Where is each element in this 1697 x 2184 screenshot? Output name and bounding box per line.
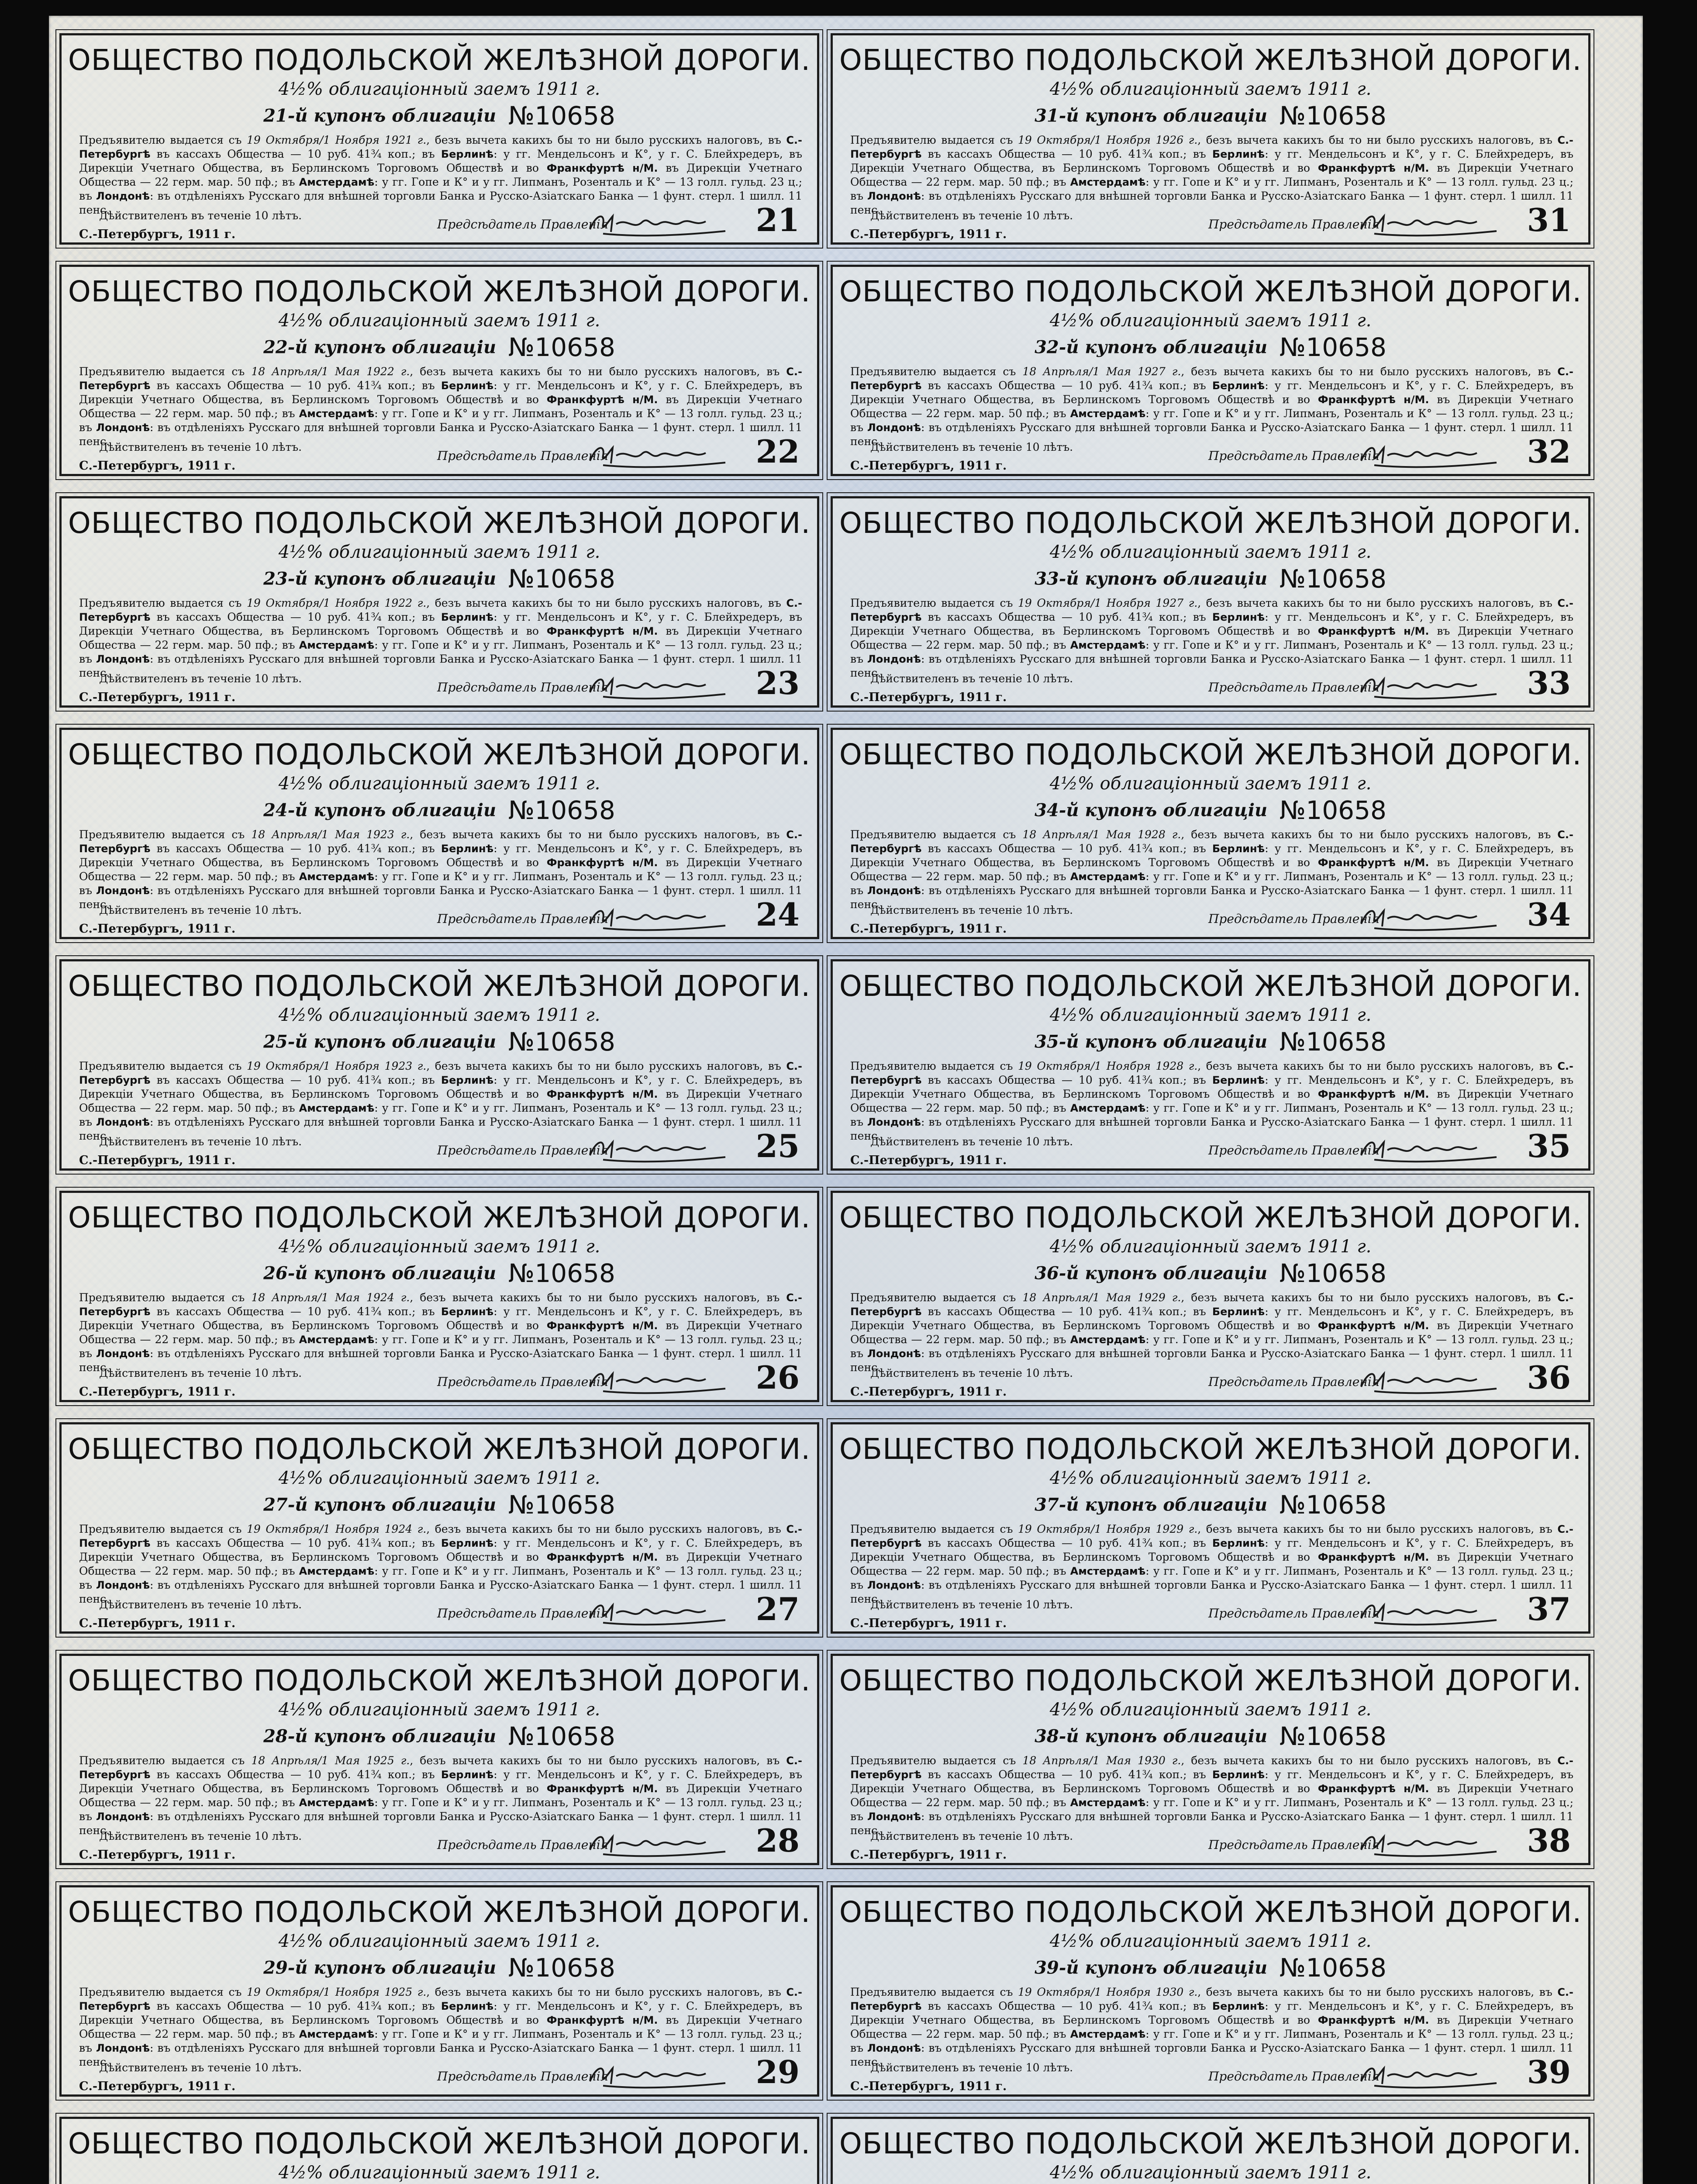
coupon-number: 34 xyxy=(1527,896,1571,933)
signature xyxy=(1357,901,1501,934)
loan-title: 4½% облигаціонный заемъ 1911 г. xyxy=(1049,311,1372,331)
chairman-label: Предсѣдатель Правленія xyxy=(1208,2069,1380,2084)
validity-text: Дѣйствителенъ въ теченіе 10 лѣтъ. xyxy=(99,1135,302,1148)
coupon-number: 38 xyxy=(1527,1822,1571,1859)
coupon-number: 25 xyxy=(755,1127,800,1165)
coupon-number: 35 xyxy=(1527,1127,1571,1165)
chairman-label: Предсѣдатель Правленія xyxy=(1208,217,1380,232)
chairman-label: Предсѣдатель Правленія xyxy=(437,1143,609,1158)
coupon xyxy=(59,1885,819,2097)
city-year: С.-Петербургъ, 1911 г. xyxy=(850,1848,1007,1862)
loan-title: 4½% облигаціонный заемъ 1911 г. xyxy=(278,79,600,99)
city-year: С.-Петербургъ, 1911 г. xyxy=(79,1385,236,1399)
loan-title: 4½% облигаціонный заемъ 1911 г. xyxy=(1049,542,1372,562)
company-name: ОБЩЕСТВО ПОДОЛЬСКОЙ ЖЕЛѢЗНОЙ ДОРОГИ. xyxy=(839,275,1582,308)
validity-text: Дѣйствителенъ въ теченіе 10 лѣтъ. xyxy=(870,441,1073,453)
bond-number: №10658 xyxy=(508,1953,615,1983)
validity-text: Дѣйствителенъ въ теченіе 10 лѣтъ. xyxy=(99,441,302,453)
coupon-number: 21 xyxy=(755,201,800,238)
coupon xyxy=(59,728,819,939)
coupon-text: Предъявителю выдается съ 19 Октября/1 Ноября 1929 г., безъ вычета какихъ бы то ни было русскихъ налоговъ, въ С.-Петербургѣ въ кассахъ Общества — 10 руб. 41¾ коп.; въ Берлинѣ: у гг. Мендельсонъ и К°, у г. С. Блейхредеръ, въ Дирекціи Учетнаго Общества, въ Берлинскомъ Торговомъ Обществѣ и во Франкфуртѣ н/М. въ Дирекціи Учетнаго Общества — 22 герм. мар. 50 пф.; въ Амстердамѣ: у гг. Гопе и К° и у гг. Липманъ, Розенталь и К° — 13 голл. гульд. 23 ц.; въ Лондонѣ: въ отдѣленіяхъ Русскаго для внѣшней торговли Банка и Русско-Азіатскаго Банка — 1 фунт. стерл. 1 шилл. 11 пенс. xyxy=(850,1523,1574,1605)
coupon-text: Предъявителю выдается съ 19 Октября/1 Ноября 1922 г., безъ вычета какихъ бы то ни было русскихъ налоговъ, въ С.-Петербургѣ въ кассахъ Общества — 10 руб. 41¾ коп.; въ Берлинѣ: у гг. Мендельсонъ и К°, у г. С. Блейхредеръ, въ Дирекціи Учетнаго Общества, въ Берлинскомъ Торговомъ Обществѣ и во Франкфуртѣ н/М. въ Дирекціи Учетнаго Общества — 22 герм. мар. 50 пф.; въ Амстердамѣ: у гг. Гопе и К° и у гг. Липманъ, Розенталь и К° — 13 голл. гульд. 23 ц.; въ Лондонѣ: въ отдѣленіяхъ Русскаго для внѣшней торговли Банка и Русско-Азіатскаго Банка — 1 фунт. стерл. 1 шилл. 11 пенс. xyxy=(79,597,803,679)
coupon-number: 29 xyxy=(755,2053,800,2091)
city-year: С.-Петербургъ, 1911 г. xyxy=(79,1848,236,1862)
bond-number: №10658 xyxy=(1280,1953,1387,1983)
loan-title: 4½% облигаціонный заемъ 1911 г. xyxy=(278,1237,600,1257)
loan-title: 4½% облигаціонный заемъ 1911 г. xyxy=(278,2163,600,2183)
chairman-label: Предсѣдатель Правленія xyxy=(437,912,609,926)
city-year: С.-Петербургъ, 1911 г. xyxy=(79,2080,236,2093)
coupon-date: 18 Апрѣля/1 Мая 1929 г. xyxy=(1022,1291,1181,1304)
chairman-label: Предсѣдатель Правленія xyxy=(1208,1606,1380,1621)
validity-text: Дѣйствителенъ въ теченіе 10 лѣтъ. xyxy=(870,1830,1073,1842)
bond-number: №10658 xyxy=(1280,1258,1387,1288)
signature xyxy=(1357,1596,1501,1629)
coupon-title: 26-й купонъ облигаціи xyxy=(263,1263,497,1284)
signature xyxy=(1357,1364,1501,1397)
coupon-title: 39-й купонъ облигаціи xyxy=(1035,1957,1268,1978)
coupon-title: 25-й купонъ облигаціи xyxy=(263,1031,497,1052)
coupon-text: Предъявителю выдается съ 19 Октября/1 Ноября 1923 г., безъ вычета какихъ бы то ни было русскихъ налоговъ, въ С.-Петербургѣ въ кассахъ Общества — 10 руб. 41¾ коп.; въ Берлинѣ: у гг. Мендельсонъ и К°, у г. С. Блейхредеръ, въ Дирекціи Учетнаго Общества, въ Берлинскомъ Торговомъ Обществѣ и во Франкфуртѣ н/М. въ Дирекціи Учетнаго Общества — 22 герм. мар. 50 пф.; въ Амстердамѣ: у гг. Гопе и К° и у гг. Липманъ, Розенталь и К° — 13 голл. гульд. 23 ц.; въ Лондонѣ: въ отдѣленіяхъ Русскаго для внѣшней торговли Банка и Русско-Азіатскаго Банка — 1 фунт. стерл. 1 шилл. 11 пенс. xyxy=(79,1060,803,1142)
chairman-label: Предсѣдатель Правленія xyxy=(1208,912,1380,926)
bond-number: №10658 xyxy=(1280,332,1387,362)
chairman-label: Предсѣдатель Правленія xyxy=(437,680,609,695)
coupon-date: 19 Октября/1 Ноября 1921 г. xyxy=(246,134,427,146)
validity-text: Дѣйствителенъ въ теченіе 10 лѣтъ. xyxy=(99,1598,302,1611)
bond-number: №10658 xyxy=(508,101,615,131)
signature xyxy=(586,901,730,934)
validity-text: Дѣйствителенъ въ теченіе 10 лѣтъ. xyxy=(99,1367,302,1379)
coupon-title: 23-й купонъ облигаціи xyxy=(263,568,497,589)
signature xyxy=(1357,2059,1501,2092)
chairman-label: Предсѣдатель Правленія xyxy=(1208,680,1380,695)
company-name: ОБЩЕСТВО ПОДОЛЬСКОЙ ЖЕЛѢЗНОЙ ДОРОГИ. xyxy=(839,506,1582,540)
loan-title: 4½% облигаціонный заемъ 1911 г. xyxy=(1049,1005,1372,1025)
company-name: ОБЩЕСТВО ПОДОЛЬСКОЙ ЖЕЛѢЗНОЙ ДОРОГИ. xyxy=(839,738,1582,771)
city-year: С.-Петербургъ, 1911 г. xyxy=(79,459,236,473)
coupon-title: 29-й купонъ облигаціи xyxy=(263,1957,497,1978)
coupon-date: 19 Октября/1 Ноября 1922 г. xyxy=(246,597,427,609)
coupon-text: Предъявителю выдается съ 18 Апрѣля/1 Мая 1930 г., безъ вычета какихъ бы то ни было русскихъ налоговъ, въ С.-Петербургѣ въ кассахъ Общества — 10 руб. 41¾ коп.; въ Берлинѣ: у гг. Мендельсонъ и К°, у г. С. Блейхредеръ, въ Дирекціи Учетнаго Общества, въ Берлинскомъ Торговомъ Обществѣ и во Франкфуртѣ н/М. въ Дирекціи Учетнаго Общества — 22 герм. мар. 50 пф.; въ Амстердамѣ: у гг. Гопе и К° и у гг. Липманъ, Розенталь и К° — 13 голл. гульд. 23 ц.; въ Лондонѣ: въ отдѣленіяхъ Русскаго для внѣшней торговли Банка и Русско-Азіатскаго Банка — 1 фунт. стерл. 1 шилл. 11 пенс. xyxy=(850,1754,1573,1837)
coupon-date: 19 Октября/1 Ноября 1927 г. xyxy=(1018,597,1198,609)
chairman-label: Предсѣдатель Правленія xyxy=(437,1375,609,1389)
bond-number: №10658 xyxy=(1280,1027,1387,1057)
coupon-title: 35-й купонъ облигаціи xyxy=(1035,1031,1268,1052)
signature xyxy=(586,1133,730,1166)
company-name: ОБЩЕСТВО ПОДОЛЬСКОЙ ЖЕЛѢЗНОЙ ДОРОГИ. xyxy=(68,506,811,540)
signature xyxy=(1357,438,1501,471)
company-name: ОБЩЕСТВО ПОДОЛЬСКОЙ ЖЕЛѢЗНОЙ ДОРОГИ. xyxy=(68,1664,811,1697)
chairman-label: Предсѣдатель Правленія xyxy=(1208,1143,1380,1158)
coupon xyxy=(831,1885,1590,2097)
coupon-number: 32 xyxy=(1527,433,1571,470)
coupon-title: 21-й купонъ облигаціи xyxy=(263,105,497,126)
coupon-text: Предъявителю выдается съ 19 Октября/1 Ноября 1921 г., безъ вычета какихъ бы то ни было русскихъ налоговъ, въ С.-Петербургѣ въ кассахъ Общества — 10 руб. 41¾ коп.; въ Берлинѣ: у гг. Мендельсонъ и К°, у г. С. Блейхредеръ, въ Дирекціи Учетнаго Общества, въ Берлинскомъ Торговомъ Обществѣ и во Франкфуртѣ н/М. въ Дирекціи Учетнаго Общества — 22 герм. мар. 50 пф.; въ Амстердамѣ: у гг. Гопе и К° и у гг. Липманъ, Розенталь и К° — 13 голл. гульд. 23 ц.; въ Лондонѣ: въ отдѣленіяхъ Русскаго для внѣшней торговли Банка и Русско-Азіатскаго Банка — 1 фунт. стерл. 1 шилл. 11 пенс. xyxy=(79,134,803,216)
bond-number: №10658 xyxy=(1280,101,1387,131)
company-name: ОБЩЕСТВО ПОДОЛЬСКОЙ ЖЕЛѢЗНОЙ ДОРОГИ. xyxy=(839,43,1582,77)
coupon-title: 24-й купонъ облигаціи xyxy=(263,800,497,821)
validity-text: Дѣйствителенъ въ теченіе 10 лѣтъ. xyxy=(870,1135,1073,1148)
coupon-title: 22-й купонъ облигаціи xyxy=(263,337,497,358)
company-name: ОБЩЕСТВО ПОДОЛЬСКОЙ ЖЕЛѢЗНОЙ ДОРОГИ. xyxy=(68,43,811,77)
city-year: С.-Петербургъ, 1911 г. xyxy=(850,459,1007,473)
validity-text: Дѣйствителенъ въ теченіе 10 лѣтъ. xyxy=(870,672,1073,685)
company-name: ОБЩЕСТВО ПОДОЛЬСКОЙ ЖЕЛѢЗНОЙ ДОРОГИ. xyxy=(68,1895,811,1929)
chairman-label: Предсѣдатель Правленія xyxy=(437,1606,609,1621)
validity-text: Дѣйствителенъ въ теченіе 10 лѣтъ. xyxy=(99,2061,302,2074)
bond-number: №10658 xyxy=(508,1027,615,1057)
city-year: С.-Петербургъ, 1911 г. xyxy=(850,922,1007,936)
coupon-title: 38-й купонъ облигаціи xyxy=(1035,1726,1268,1747)
signature xyxy=(586,1596,730,1629)
bond-number: №10658 xyxy=(1280,1721,1387,1751)
coupon-date: 18 Апрѣля/1 Мая 1922 г. xyxy=(251,365,410,378)
company-name: ОБЩЕСТВО ПОДОЛЬСКОЙ ЖЕЛѢЗНОЙ ДОРОГИ. xyxy=(839,1201,1582,1234)
signature xyxy=(586,438,730,471)
coupon xyxy=(831,959,1590,1171)
coupon-text: Предъявителю выдается съ 19 Октября/1 Ноября 1930 г., безъ вычета какихъ бы то ни было русскихъ налоговъ, въ С.-Петербургѣ въ кассахъ Общества — 10 руб. 41¾ коп.; въ Берлинѣ: у гг. Мендельсонъ и К°, у г. С. Блейхредеръ, въ Дирекціи Учетнаго Общества, въ Берлинскомъ Торговомъ Обществѣ и во Франкфуртѣ н/М. въ Дирекціи Учетнаго Общества — 22 герм. мар. 50 пф.; въ Амстердамѣ: у гг. Гопе и К° и у гг. Липманъ, Розенталь и К° — 13 голл. гульд. 23 ц.; въ Лондонѣ: въ отдѣленіяхъ Русскаго для внѣшней торговли Банка и Русско-Азіатскаго Банка — 1 фунт. стерл. 1 шилл. 11 пенс. xyxy=(850,1986,1574,2068)
loan-title: 4½% облигаціонный заемъ 1911 г. xyxy=(278,311,600,331)
coupon-title: 31-й купонъ облигаціи xyxy=(1035,105,1268,126)
coupon xyxy=(831,1191,1590,1402)
coupon-text: Предъявителю выдается съ 18 Апрѣля/1 Мая 1928 г., безъ вычета какихъ бы то ни было русскихъ налоговъ, въ С.-Петербургѣ въ кассахъ Общества — 10 руб. 41¾ коп.; въ Берлинѣ: у гг. Мендельсонъ и К°, у г. С. Блейхредеръ, въ Дирекціи Учетнаго Общества, въ Берлинскомъ Торговомъ Обществѣ и во Франкфуртѣ н/М. въ Дирекціи Учетнаго Общества — 22 герм. мар. 50 пф.; въ Амстердамѣ: у гг. Гопе и К° и у гг. Липманъ, Розенталь и К° — 13 голл. гульд. 23 ц.; въ Лондонѣ: въ отдѣленіяхъ Русскаго для внѣшней торговли Банка и Русско-Азіатскаго Банка — 1 фунт. стерл. 1 шилл. 11 пенс. xyxy=(850,828,1573,911)
coupon xyxy=(59,959,819,1171)
coupon-date: 18 Апрѣля/1 Мая 1930 г. xyxy=(1022,1754,1181,1767)
coupon-number: 37 xyxy=(1527,1590,1571,1628)
city-year: С.-Петербургъ, 1911 г. xyxy=(79,1617,236,1630)
coupon xyxy=(59,265,819,476)
validity-text: Дѣйствителенъ въ теченіе 10 лѣтъ. xyxy=(870,209,1073,222)
coupon xyxy=(831,1422,1590,1634)
chairman-label: Предсѣдатель Правленія xyxy=(437,2069,609,2084)
company-name: ОБЩЕСТВО ПОДОЛЬСКОЙ ЖЕЛѢЗНОЙ ДОРОГИ. xyxy=(68,1432,811,1466)
coupon xyxy=(59,1191,819,1402)
city-year: С.-Петербургъ, 1911 г. xyxy=(850,691,1007,704)
coupon-date: 19 Октября/1 Ноября 1926 г. xyxy=(1018,134,1198,146)
coupon-title: 37-й купонъ облигаціи xyxy=(1035,1494,1268,1515)
coupon-date: 19 Октября/1 Ноября 1930 г. xyxy=(1018,1986,1198,1998)
signature xyxy=(1357,670,1501,703)
city-year: С.-Петербургъ, 1911 г. xyxy=(850,1154,1007,1167)
signature xyxy=(586,207,730,240)
coupon-sheet xyxy=(49,16,1643,2184)
signature xyxy=(586,2059,730,2092)
signature xyxy=(1357,1133,1501,1166)
coupon-date: 18 Апрѣля/1 Мая 1925 г. xyxy=(251,1754,410,1767)
coupon-date: 19 Октября/1 Ноября 1925 г. xyxy=(246,1986,427,1998)
city-year: С.-Петербургъ, 1911 г. xyxy=(850,228,1007,241)
coupon-number: 22 xyxy=(755,433,800,470)
signature xyxy=(1357,207,1501,240)
bond-number: №10658 xyxy=(508,1490,615,1520)
coupon-title: 28-й купонъ облигаціи xyxy=(263,1726,497,1747)
coupon-number: 39 xyxy=(1527,2053,1571,2091)
validity-text: Дѣйствителенъ въ теченіе 10 лѣтъ. xyxy=(99,209,302,222)
coupon-number: 31 xyxy=(1527,201,1571,238)
validity-text: Дѣйствителенъ въ теченіе 10 лѣтъ. xyxy=(870,1598,1073,1611)
loan-title: 4½% облигаціонный заемъ 1911 г. xyxy=(1049,1931,1372,1951)
coupon xyxy=(831,728,1590,939)
coupon-title: 32-й купонъ облигаціи xyxy=(1035,337,1268,358)
coupon xyxy=(59,1654,819,1865)
company-name: ОБЩЕСТВО ПОДОЛЬСКОЙ ЖЕЛѢЗНОЙ ДОРОГИ. xyxy=(68,738,811,771)
coupon-number: 23 xyxy=(755,664,800,702)
coupon-number: 36 xyxy=(1527,1359,1571,1396)
coupon-date: 18 Апрѣля/1 Мая 1928 г. xyxy=(1022,828,1181,841)
coupon-text: Предъявителю выдается съ 18 Апрѣля/1 Мая 1922 г., безъ вычета какихъ бы то ни было русскихъ налоговъ, въ С.-Петербургѣ въ кассахъ Общества — 10 руб. 41¾ коп.; въ Берлинѣ: у гг. Мендельсонъ и К°, у г. С. Блейхредеръ, въ Дирекціи Учетнаго Общества, въ Берлинскомъ Торговомъ Обществѣ и во Франкфуртѣ н/М. въ Дирекціи Учетнаго Общества — 22 герм. мар. 50 пф.; въ Амстердамѣ: у гг. Гопе и К° и у гг. Липманъ, Розенталь и К° — 13 голл. гульд. 23 ц.; въ Лондонѣ: въ отдѣленіяхъ Русскаго для внѣшней торговли Банка и Русско-Азіатскаго Банка — 1 фунт. стерл. 1 шилл. 11 пенс. xyxy=(79,365,802,448)
chairman-label: Предсѣдатель Правленія xyxy=(1208,1838,1380,1852)
coupon-date: 19 Октября/1 Ноября 1929 г. xyxy=(1018,1523,1198,1535)
chairman-label: Предсѣдатель Правленія xyxy=(437,1838,609,1852)
city-year: С.-Петербургъ, 1911 г. xyxy=(79,228,236,241)
chairman-label: Предсѣдатель Правленія xyxy=(437,217,609,232)
coupon-number: 24 xyxy=(755,896,800,933)
coupon-text: Предъявителю выдается съ 18 Апрѣля/1 Мая 1924 г., безъ вычета какихъ бы то ни было русскихъ налоговъ, въ С.-Петербургѣ въ кассахъ Общества — 10 руб. 41¾ коп.; въ Берлинѣ: у гг. Мендельсонъ и К°, у г. С. Блейхредеръ, въ Дирекціи Учетнаго Общества, въ Берлинскомъ Торговомъ Обществѣ и во Франкфуртѣ н/М. въ Дирекціи Учетнаго Общества — 22 герм. мар. 50 пф.; въ Амстердамѣ: у гг. Гопе и К° и у гг. Липманъ, Розенталь и К° — 13 голл. гульд. 23 ц.; въ Лондонѣ: въ отдѣленіяхъ Русскаго для внѣшней торговли Банка и Русско-Азіатскаго Банка — 1 фунт. стерл. 1 шилл. 11 пенс. xyxy=(79,1291,802,1374)
signature xyxy=(586,1364,730,1397)
coupon xyxy=(831,2117,1590,2184)
signature xyxy=(1357,1827,1501,1860)
coupon xyxy=(59,33,819,245)
validity-text: Дѣйствителенъ въ теченіе 10 лѣтъ. xyxy=(99,904,302,916)
coupon-text: Предъявителю выдается съ 18 Апрѣля/1 Мая 1927 г., безъ вычета какихъ бы то ни было русскихъ налоговъ, въ С.-Петербургѣ въ кассахъ Общества — 10 руб. 41¾ коп.; въ Берлинѣ: у гг. Мендельсонъ и К°, у г. С. Блейхредеръ, въ Дирекціи Учетнаго Общества, въ Берлинскомъ Торговомъ Обществѣ и во Франкфуртѣ н/М. въ Дирекціи Учетнаго Общества — 22 герм. мар. 50 пф.; въ Амстердамѣ: у гг. Гопе и К° и у гг. Липманъ, Розенталь и К° — 13 голл. гульд. 23 ц.; въ Лондонѣ: въ отдѣленіяхъ Русскаго для внѣшней торговли Банка и Русско-Азіатскаго Банка — 1 фунт. стерл. 1 шилл. 11 пенс. xyxy=(850,365,1573,448)
coupon xyxy=(831,1654,1590,1865)
coupon-date: 18 Апрѣля/1 Мая 1927 г. xyxy=(1022,365,1181,378)
coupon xyxy=(831,496,1590,708)
company-name: ОБЩЕСТВО ПОДОЛЬСКОЙ ЖЕЛѢЗНОЙ ДОРОГИ. xyxy=(68,275,811,308)
company-name: ОБЩЕСТВО ПОДОЛЬСКОЙ ЖЕЛѢЗНОЙ ДОРОГИ. xyxy=(839,2127,1582,2160)
coupon-text: Предъявителю выдается съ 19 Октября/1 Ноября 1928 г., безъ вычета какихъ бы то ни было русскихъ налоговъ, въ С.-Петербургѣ въ кассахъ Общества — 10 руб. 41¾ коп.; въ Берлинѣ: у гг. Мендельсонъ и К°, у г. С. Блейхредеръ, въ Дирекціи Учетнаго Общества, въ Берлинскомъ Торговомъ Обществѣ и во Франкфуртѣ н/М. въ Дирекціи Учетнаго Общества — 22 герм. мар. 50 пф.; въ Амстердамѣ: у гг. Гопе и К° и у гг. Липманъ, Розенталь и К° — 13 голл. гульд. 23 ц.; въ Лондонѣ: въ отдѣленіяхъ Русскаго для внѣшней торговли Банка и Русско-Азіатскаго Банка — 1 фунт. стерл. 1 шилл. 11 пенс. xyxy=(850,1060,1574,1142)
coupon-number: 27 xyxy=(755,1590,800,1628)
bond-number: №10658 xyxy=(1280,564,1387,594)
coupon xyxy=(831,265,1590,476)
coupon-number: 33 xyxy=(1527,664,1571,702)
loan-title: 4½% облигаціонный заемъ 1911 г. xyxy=(278,774,600,794)
coupon-title: 27-й купонъ облигаціи xyxy=(263,1494,497,1515)
bond-number: №10658 xyxy=(508,795,615,825)
company-name: ОБЩЕСТВО ПОДОЛЬСКОЙ ЖЕЛѢЗНОЙ ДОРОГИ. xyxy=(839,969,1582,1003)
bond-number: №10658 xyxy=(1280,1490,1387,1520)
coupon-title: 33-й купонъ облигаціи xyxy=(1035,568,1268,589)
coupon-date: 18 Апрѣля/1 Мая 1923 г. xyxy=(251,828,410,841)
chairman-label: Предсѣдатель Правленія xyxy=(437,449,609,463)
coupon-text: Предъявителю выдается съ 18 Апрѣля/1 Мая 1925 г., безъ вычета какихъ бы то ни было русскихъ налоговъ, въ С.-Петербургѣ въ кассахъ Общества — 10 руб. 41¾ коп.; въ Берлинѣ: у гг. Мендельсонъ и К°, у г. С. Блейхредеръ, въ Дирекціи Учетнаго Общества, въ Берлинскомъ Торговомъ Обществѣ и во Франкфуртѣ н/М. въ Дирекціи Учетнаго Общества — 22 герм. мар. 50 пф.; въ Амстердамѣ: у гг. Гопе и К° и у гг. Липманъ, Розенталь и К° — 13 голл. гульд. 23 ц.; въ Лондонѣ: въ отдѣленіяхъ Русскаго для внѣшней торговли Банка и Русско-Азіатскаго Банка — 1 фунт. стерл. 1 шилл. 11 пенс. xyxy=(79,1754,802,1837)
loan-title: 4½% облигаціонный заемъ 1911 г. xyxy=(1049,2163,1372,2183)
city-year: С.-Петербургъ, 1911 г. xyxy=(850,1617,1007,1630)
company-name: ОБЩЕСТВО ПОДОЛЬСКОЙ ЖЕЛѢЗНОЙ ДОРОГИ. xyxy=(68,1201,811,1234)
coupon-text: Предъявителю выдается съ 19 Октября/1 Ноября 1924 г., безъ вычета какихъ бы то ни было русскихъ налоговъ, въ С.-Петербургѣ въ кассахъ Общества — 10 руб. 41¾ коп.; въ Берлинѣ: у гг. Мендельсонъ и К°, у г. С. Блейхредеръ, въ Дирекціи Учетнаго Общества, въ Берлинскомъ Торговомъ Обществѣ и во Франкфуртѣ н/М. въ Дирекціи Учетнаго Общества — 22 герм. мар. 50 пф.; въ Амстердамѣ: у гг. Гопе и К° и у гг. Липманъ, Розенталь и К° — 13 голл. гульд. 23 ц.; въ Лондонѣ: въ отдѣленіяхъ Русскаго для внѣшней торговли Банка и Русско-Азіатскаго Банка — 1 фунт. стерл. 1 шилл. 11 пенс. xyxy=(79,1523,803,1605)
loan-title: 4½% облигаціонный заемъ 1911 г. xyxy=(278,542,600,562)
signature xyxy=(586,670,730,703)
coupon xyxy=(831,33,1590,245)
loan-title: 4½% облигаціонный заемъ 1911 г. xyxy=(1049,774,1372,794)
loan-title: 4½% облигаціонный заемъ 1911 г. xyxy=(278,1005,600,1025)
city-year: С.-Петербургъ, 1911 г. xyxy=(79,1154,236,1167)
coupon-text: Предъявителю выдается съ 19 Октября/1 Ноября 1925 г., безъ вычета какихъ бы то ни было русскихъ налоговъ, въ С.-Петербургѣ въ кассахъ Общества — 10 руб. 41¾ коп.; въ Берлинѣ: у гг. Мендельсонъ и К°, у г. С. Блейхредеръ, въ Дирекціи Учетнаго Общества, въ Берлинскомъ Торговомъ Обществѣ и во Франкфуртѣ н/М. въ Дирекціи Учетнаго Общества — 22 герм. мар. 50 пф.; въ Амстердамѣ: у гг. Гопе и К° и у гг. Липманъ, Розенталь и К° — 13 голл. гульд. 23 ц.; въ Лондонѣ: въ отдѣленіяхъ Русскаго для внѣшней торговли Банка и Русско-Азіатскаго Банка — 1 фунт. стерл. 1 шилл. 11 пенс. xyxy=(79,1986,803,2068)
bond-number: №10658 xyxy=(508,564,615,594)
chairman-label: Предсѣдатель Правленія xyxy=(1208,1375,1380,1389)
loan-title: 4½% облигаціонный заемъ 1911 г. xyxy=(1049,1237,1372,1257)
coupon xyxy=(59,1422,819,1634)
coupon-title: 34-й купонъ облигаціи xyxy=(1035,800,1268,821)
bond-number: №10658 xyxy=(508,1258,615,1288)
coupon-text: Предъявителю выдается съ 19 Октября/1 Ноября 1927 г., безъ вычета какихъ бы то ни было русскихъ налоговъ, въ С.-Петербургѣ въ кассахъ Общества — 10 руб. 41¾ коп.; въ Берлинѣ: у гг. Мендельсонъ и К°, у г. С. Блейхредеръ, въ Дирекціи Учетнаго Общества, въ Берлинскомъ Торговомъ Обществѣ и во Франкфуртѣ н/М. въ Дирекціи Учетнаго Общества — 22 герм. мар. 50 пф.; въ Амстердамѣ: у гг. Гопе и К° и у гг. Липманъ, Розенталь и К° — 13 голл. гульд. 23 ц.; въ Лондонѣ: въ отдѣленіяхъ Русскаго для внѣшней торговли Банка и Русско-Азіатскаго Банка — 1 фунт. стерл. 1 шилл. 11 пенс. xyxy=(850,597,1574,679)
city-year: С.-Петербургъ, 1911 г. xyxy=(79,922,236,936)
coupon-date: 18 Апрѣля/1 Мая 1924 г. xyxy=(251,1291,410,1304)
company-name: ОБЩЕСТВО ПОДОЛЬСКОЙ ЖЕЛѢЗНОЙ ДОРОГИ. xyxy=(68,969,811,1003)
bond-number: №10658 xyxy=(508,332,615,362)
loan-title: 4½% облигаціонный заемъ 1911 г. xyxy=(1049,1700,1372,1720)
company-name: ОБЩЕСТВО ПОДОЛЬСКОЙ ЖЕЛѢЗНОЙ ДОРОГИ. xyxy=(839,1432,1582,1466)
chairman-label: Предсѣдатель Правленія xyxy=(1208,449,1380,463)
loan-title: 4½% облигаціонный заемъ 1911 г. xyxy=(278,1931,600,1951)
loan-title: 4½% облигаціонный заемъ 1911 г. xyxy=(278,1468,600,1488)
loan-title: 4½% облигаціонный заемъ 1911 г. xyxy=(278,1700,600,1720)
validity-text: Дѣйствителенъ въ теченіе 10 лѣтъ. xyxy=(870,904,1073,916)
coupon-date: 19 Октября/1 Ноября 1928 г. xyxy=(1018,1060,1198,1072)
city-year: С.-Петербургъ, 1911 г. xyxy=(79,691,236,704)
bond-number: №10658 xyxy=(508,1721,615,1751)
coupon-text: Предъявителю выдается съ 18 Апрѣля/1 Мая 1929 г., безъ вычета какихъ бы то ни было русскихъ налоговъ, въ С.-Петербургѣ въ кассахъ Общества — 10 руб. 41¾ коп.; въ Берлинѣ: у гг. Мендельсонъ и К°, у г. С. Блейхредеръ, въ Дирекціи Учетнаго Общества, въ Берлинскомъ Торговомъ Обществѣ и во Франкфуртѣ н/М. въ Дирекціи Учетнаго Общества — 22 герм. мар. 50 пф.; въ Амстердамѣ: у гг. Гопе и К° и у гг. Липманъ, Розенталь и К° — 13 голл. гульд. 23 ц.; въ Лондонѣ: въ отдѣленіяхъ Русскаго для внѣшней торговли Банка и Русско-Азіатскаго Банка — 1 фунт. стерл. 1 шилл. 11 пенс. xyxy=(850,1291,1573,1374)
coupon-text: Предъявителю выдается съ 19 Октября/1 Ноября 1926 г., безъ вычета какихъ бы то ни было русскихъ налоговъ, въ С.-Петербургѣ въ кассахъ Общества — 10 руб. 41¾ коп.; въ Берлинѣ: у гг. Мендельсонъ и К°, у г. С. Блейхредеръ, въ Дирекціи Учетнаго Общества, въ Берлинскомъ Торговомъ Обществѣ и во Франкфуртѣ н/М. въ Дирекціи Учетнаго Общества — 22 герм. мар. 50 пф.; въ Амстердамѣ: у гг. Гопе и К° и у гг. Липманъ, Розенталь и К° — 13 голл. гульд. 23 ц.; въ Лондонѣ: въ отдѣленіяхъ Русскаго для внѣшней торговли Банка и Русско-Азіатскаго Банка — 1 фунт. стерл. 1 шилл. 11 пенс. xyxy=(850,134,1574,216)
city-year: С.-Петербургъ, 1911 г. xyxy=(850,1385,1007,1399)
coupon-number: 28 xyxy=(755,1822,800,1859)
coupon-date: 19 Октября/1 Ноября 1924 г. xyxy=(246,1523,427,1535)
validity-text: Дѣйствителенъ въ теченіе 10 лѣтъ. xyxy=(870,1367,1073,1379)
bond-number: №10658 xyxy=(1280,795,1387,825)
company-name: ОБЩЕСТВО ПОДОЛЬСКОЙ ЖЕЛѢЗНОЙ ДОРОГИ. xyxy=(839,1664,1582,1697)
loan-title: 4½% облигаціонный заемъ 1911 г. xyxy=(1049,79,1372,99)
validity-text: Дѣйствителенъ въ теченіе 10 лѣтъ. xyxy=(99,1830,302,1842)
signature xyxy=(586,1827,730,1860)
coupon-text: Предъявителю выдается съ 18 Апрѣля/1 Мая 1923 г., безъ вычета какихъ бы то ни было русскихъ налоговъ, въ С.-Петербургѣ въ кассахъ Общества — 10 руб. 41¾ коп.; въ Берлинѣ: у гг. Мендельсонъ и К°, у г. С. Блейхредеръ, въ Дирекціи Учетнаго Общества, въ Берлинскомъ Торговомъ Обществѣ и во Франкфуртѣ н/М. въ Дирекціи Учетнаго Общества — 22 герм. мар. 50 пф.; въ Амстердамѣ: у гг. Гопе и К° и у гг. Липманъ, Розенталь и К° — 13 голл. гульд. 23 ц.; въ Лондонѣ: въ отдѣленіяхъ Русскаго для внѣшней торговли Банка и Русско-Азіатскаго Банка — 1 фунт. стерл. 1 шилл. 11 пенс. xyxy=(79,828,802,911)
validity-text: Дѣйствителенъ въ теченіе 10 лѣтъ. xyxy=(870,2061,1073,2074)
validity-text: Дѣйствителенъ въ теченіе 10 лѣтъ. xyxy=(99,672,302,685)
company-name: ОБЩЕСТВО ПОДОЛЬСКОЙ ЖЕЛѢЗНОЙ ДОРОГИ. xyxy=(68,2127,811,2160)
loan-title: 4½% облигаціонный заемъ 1911 г. xyxy=(1049,1468,1372,1488)
company-name: ОБЩЕСТВО ПОДОЛЬСКОЙ ЖЕЛѢЗНОЙ ДОРОГИ. xyxy=(839,1895,1582,1929)
coupon-number: 26 xyxy=(755,1359,800,1396)
coupon-date: 19 Октября/1 Ноября 1923 г. xyxy=(246,1060,427,1072)
coupon xyxy=(59,2117,819,2184)
coupon-title: 36-й купонъ облигаціи xyxy=(1035,1263,1268,1284)
coupon xyxy=(59,496,819,708)
city-year: С.-Петербургъ, 1911 г. xyxy=(850,2080,1007,2093)
